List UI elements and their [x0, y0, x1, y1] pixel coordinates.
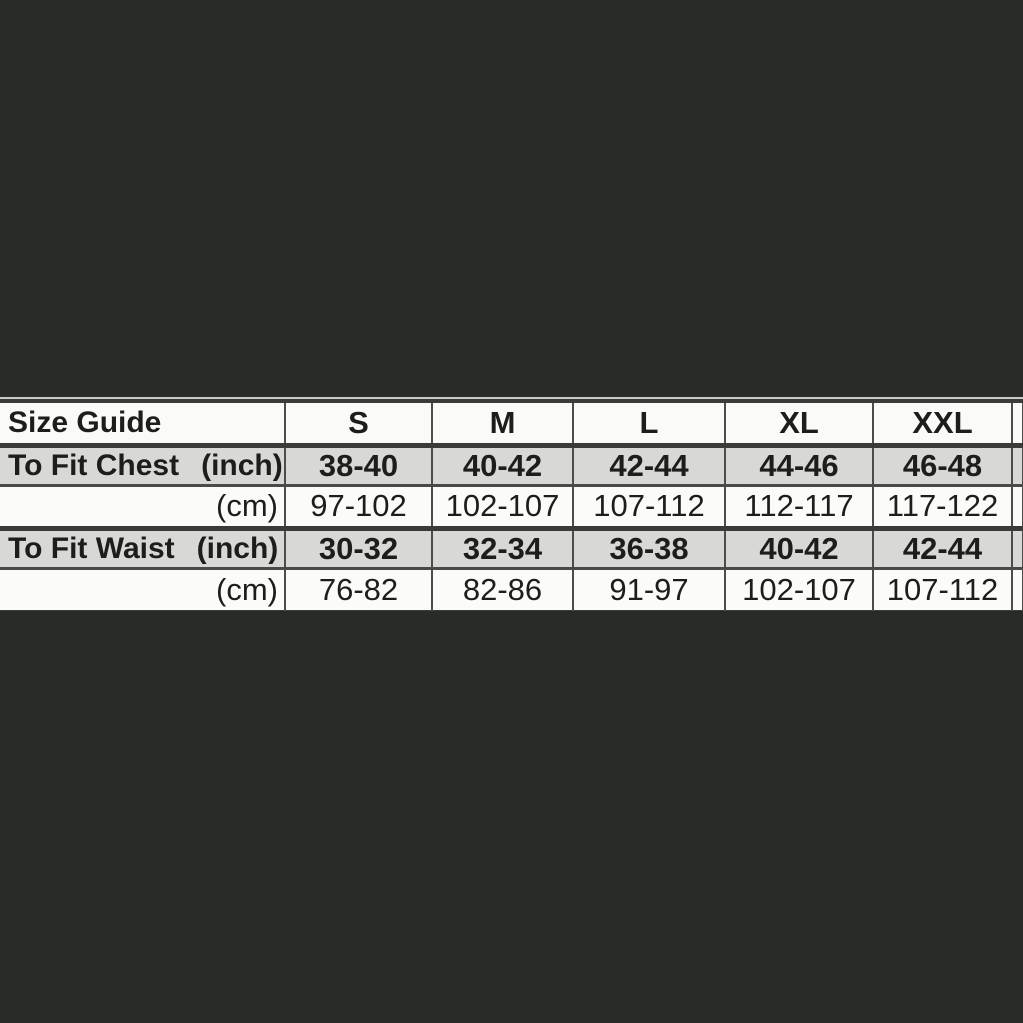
waist-cm-l: 91-97 [573, 568, 725, 610]
waist-inch-unit: (inch) [196, 531, 279, 565]
header-size-xxl: XXL [873, 401, 1012, 445]
waist-inch-xl: 40-42 [725, 528, 873, 568]
waist-cm-unit: (cm) [216, 571, 278, 607]
cropped-edge-cell [1012, 445, 1023, 485]
chest-row-label: To Fit Chest [8, 448, 180, 482]
size-guide-table [0, 399, 1023, 611]
chest-inch-m: 40-42 [432, 445, 573, 485]
waist-cm-row [0, 568, 1023, 610]
chest-cm-unit: (cm) [216, 488, 278, 523]
chest-inch-unit: (inch) [201, 448, 283, 482]
chest-inch-label-cell [0, 445, 285, 485]
chest-cm-l: 107-112 [573, 485, 725, 528]
chest-cm-m: 102-107 [432, 485, 573, 528]
header-size-xl: XL [725, 401, 873, 445]
waist-row-label: To Fit Waist [8, 531, 175, 565]
table-header-row [0, 401, 1023, 445]
header-size-m: M [432, 401, 573, 445]
cropped-edge-cell [1012, 401, 1023, 445]
chest-cm-row [0, 485, 1023, 528]
cropped-edge-cell [1012, 568, 1023, 610]
chest-cm-xxl: 117-122 [873, 485, 1012, 528]
waist-cm-xl: 102-107 [725, 568, 873, 610]
chest-cm-s: 97-102 [285, 485, 432, 528]
waist-inch-l: 36-38 [573, 528, 725, 568]
waist-cm-m: 82-86 [432, 568, 573, 610]
waist-inch-s: 30-32 [285, 528, 432, 568]
header-size-s: S [285, 401, 432, 445]
chest-inch-row [0, 445, 1023, 485]
waist-inch-xxl: 42-44 [873, 528, 1012, 568]
chest-inch-xxl: 46-48 [873, 445, 1012, 485]
chest-cm-label-cell [0, 485, 285, 528]
chest-inch-xl: 44-46 [725, 445, 873, 485]
size-guide-panel [0, 397, 1023, 611]
waist-cm-xxl: 107-112 [873, 568, 1012, 610]
chest-cm-xl: 112-117 [725, 485, 873, 528]
waist-inch-m: 32-34 [432, 528, 573, 568]
chest-inch-l: 42-44 [573, 445, 725, 485]
waist-inch-label-cell [0, 528, 285, 568]
cropped-edge-cell [1012, 485, 1023, 528]
waist-cm-s: 76-82 [285, 568, 432, 610]
size-guide-title: Size Guide [8, 405, 162, 439]
chest-inch-s: 38-40 [285, 445, 432, 485]
cropped-edge-cell [1012, 528, 1023, 568]
waist-cm-label-cell [0, 568, 285, 610]
size-guide-title-cell [0, 401, 285, 445]
header-size-l: L [573, 401, 725, 445]
waist-inch-row [0, 528, 1023, 568]
